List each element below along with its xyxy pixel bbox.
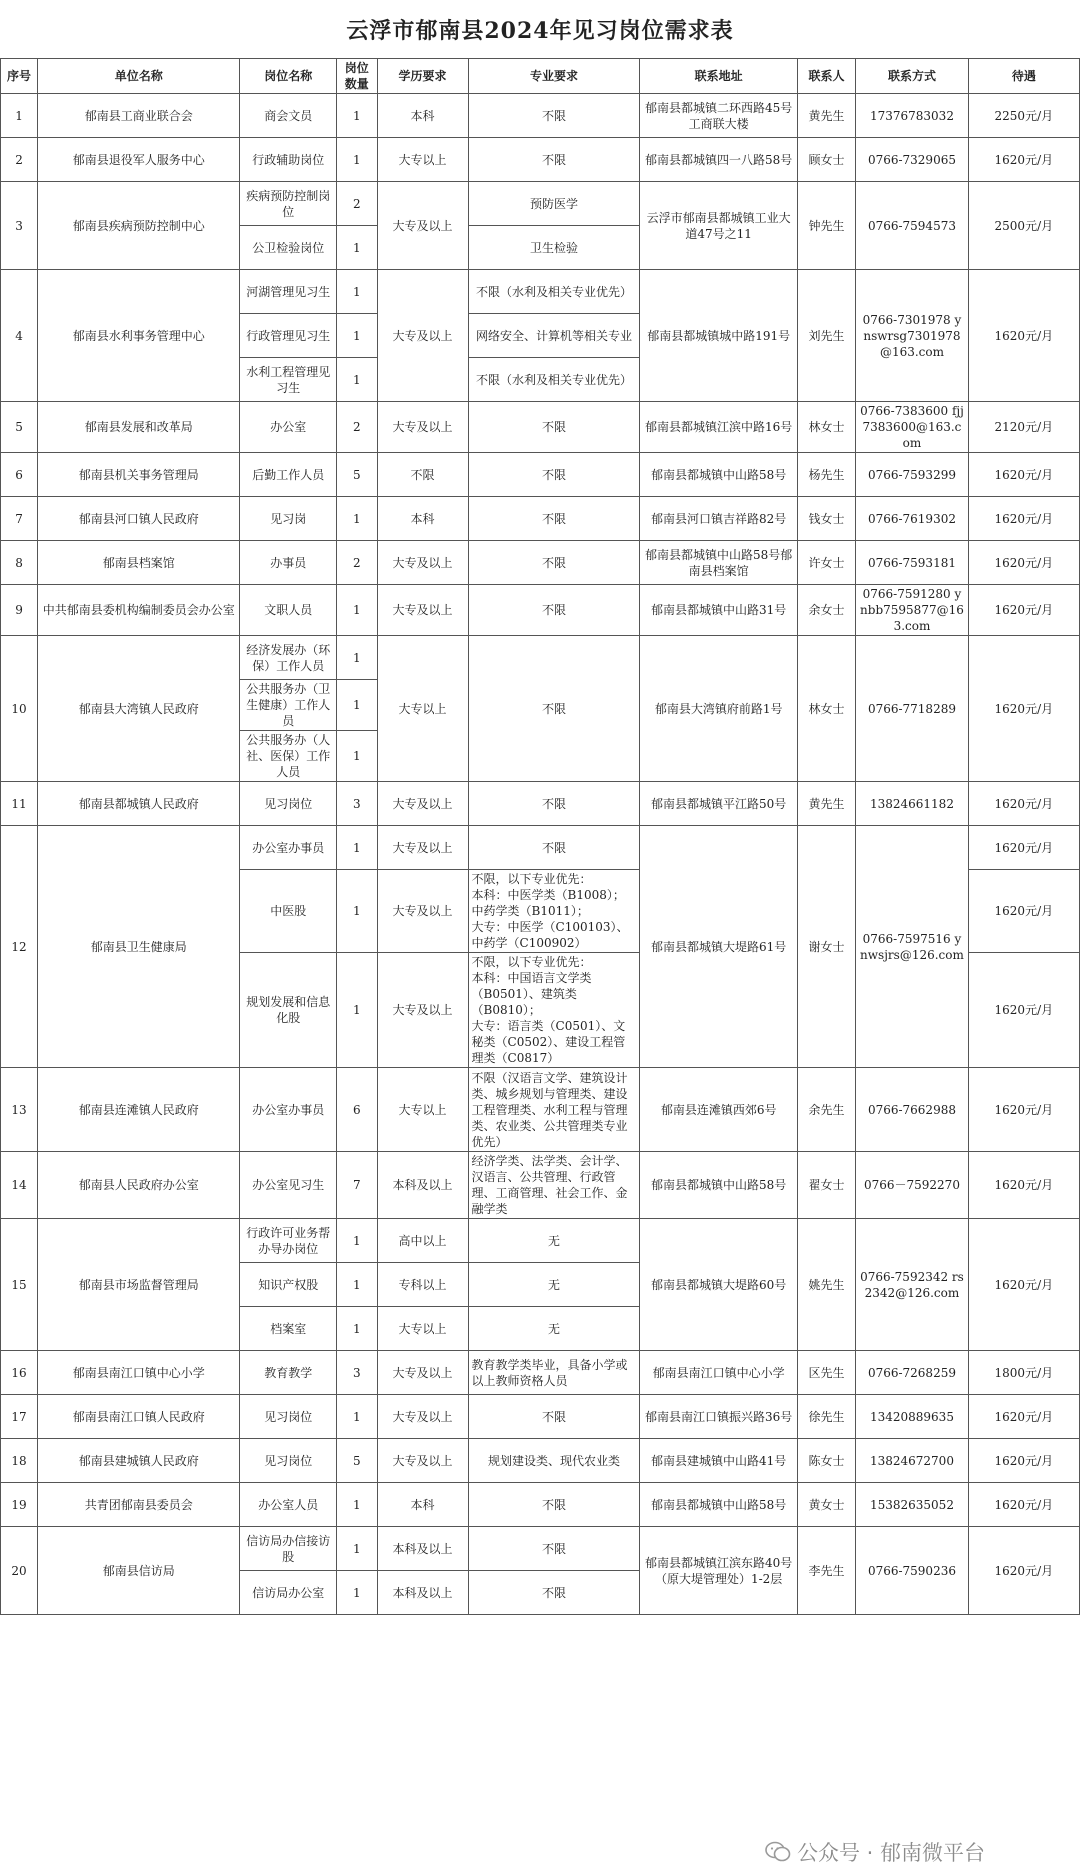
major-requirement: 不限 [468, 1483, 640, 1527]
salary: 1620元/月 [968, 782, 1079, 826]
edu-requirement: 本科 [377, 497, 468, 541]
row-number: 2 [1, 138, 38, 182]
row-number: 20 [1, 1527, 38, 1615]
unit-name: 郁南县信访局 [38, 1527, 240, 1615]
edu-requirement: 大专以上 [377, 1307, 468, 1351]
major-requirement: 不限 [468, 1571, 640, 1615]
salary: 1620元/月 [968, 497, 1079, 541]
contact-address: 郁南县都城镇二环西路45号工商联大楼 [640, 94, 797, 138]
contact-info: 0766－7592270 [856, 1152, 968, 1219]
table-row [1, 402, 1080, 453]
post-count: 6 [337, 1068, 377, 1152]
major-requirement: 不限（水利及相关专业优先） [468, 358, 640, 402]
edu-requirement: 本科及以上 [377, 1571, 468, 1615]
contact-address: 云浮市郁南县都城镇工业大道47号之11 [640, 182, 797, 270]
post-name: 见习岗位 [240, 1395, 337, 1439]
contact-person: 黄女士 [797, 1483, 855, 1527]
post-count: 5 [337, 1439, 377, 1483]
unit-name: 郁南县河口镇人民政府 [38, 497, 240, 541]
edu-requirement: 大专及以上 [377, 953, 468, 1068]
post-name: 知识产权股 [240, 1263, 337, 1307]
post-name: 中医股 [240, 870, 337, 953]
edu-requirement: 大专以上 [377, 1068, 468, 1152]
edu-requirement: 本科 [377, 94, 468, 138]
row-number: 19 [1, 1483, 38, 1527]
table-row [1, 1068, 1080, 1152]
salary: 2250元/月 [968, 94, 1079, 138]
major-requirement: 不限，以下专业优先： 本科：中国语言文学类 （B0501）、建筑类 （B0810）； 大专：语言类（C0501）、文 秘类（C0502）、建设工程管 理类（C0817） [468, 953, 640, 1068]
row-number: 12 [1, 826, 38, 1068]
contact-person: 黄先生 [797, 94, 855, 138]
edu-requirement: 大专及以上 [377, 870, 468, 953]
salary: 1620元/月 [968, 585, 1079, 636]
post-name: 疾病预防控制岗位 [240, 182, 337, 226]
header-major: 专业要求 [468, 59, 640, 94]
header-no: 序号 [1, 59, 38, 94]
salary: 1620元/月 [968, 1483, 1079, 1527]
edu-requirement: 大专及以上 [377, 585, 468, 636]
salary: 1620元/月 [968, 636, 1079, 782]
contact-info: 0766-7594573 [856, 182, 968, 270]
post-count: 1 [337, 731, 377, 782]
edu-requirement: 大专及以上 [377, 782, 468, 826]
post-count: 1 [337, 1571, 377, 1615]
major-requirement: 不限 [468, 497, 640, 541]
salary: 1620元/月 [968, 1395, 1079, 1439]
table-row [1, 497, 1080, 541]
major-requirement: 网络安全、计算机等相关专业 [468, 314, 640, 358]
post-name: 文职人员 [240, 585, 337, 636]
contact-info: 15382635052 [856, 1483, 968, 1527]
contact-info: 0766-7592342 rs2342@126.com [856, 1219, 968, 1351]
contact-info: 0766-7268259 [856, 1351, 968, 1395]
contact-address: 郁南县都城镇中山路58号 [640, 1152, 797, 1219]
salary: 1620元/月 [968, 541, 1079, 585]
contact-info: 0766-7619302 [856, 497, 968, 541]
major-requirement: 卫生检验 [468, 226, 640, 270]
edu-requirement: 不限 [377, 453, 468, 497]
salary: 1620元/月 [968, 870, 1079, 953]
post-count: 1 [337, 826, 377, 870]
contact-person: 谢女士 [797, 826, 855, 1068]
contact-info: 0766-7593299 [856, 453, 968, 497]
edu-requirement: 大专及以上 [377, 1439, 468, 1483]
post-name: 经济发展办（环保）工作人员 [240, 636, 337, 680]
unit-name: 中共郁南县委机构编制委员会办公室 [38, 585, 240, 636]
edu-requirement: 大专及以上 [377, 1395, 468, 1439]
contact-address: 郁南县南江口镇振兴路36号 [640, 1395, 797, 1439]
post-name: 见习岗位 [240, 782, 337, 826]
row-number: 18 [1, 1439, 38, 1483]
unit-name: 郁南县大湾镇人民政府 [38, 636, 240, 782]
salary: 1620元/月 [968, 1527, 1079, 1615]
post-count: 5 [337, 453, 377, 497]
contact-address: 郁南县都城镇大堤路61号 [640, 826, 797, 1068]
post-count: 1 [337, 314, 377, 358]
header-count: 岗位数量 [337, 59, 377, 94]
table-row [1, 1527, 1080, 1571]
row-number: 9 [1, 585, 38, 636]
unit-name: 郁南县南江口镇中心小学 [38, 1351, 240, 1395]
major-requirement: 不限 [468, 826, 640, 870]
contact-person: 翟女士 [797, 1152, 855, 1219]
post-count: 3 [337, 782, 377, 826]
contact-person: 顾女士 [797, 138, 855, 182]
unit-name: 郁南县水利事务管理中心 [38, 270, 240, 402]
post-count: 1 [337, 636, 377, 680]
unit-name: 郁南县南江口镇人民政府 [38, 1395, 240, 1439]
row-number: 6 [1, 453, 38, 497]
salary: 1620元/月 [968, 1152, 1079, 1219]
contact-address: 郁南县都城镇大堤路60号 [640, 1219, 797, 1351]
contact-person: 黄先生 [797, 782, 855, 826]
post-name: 行政辅助岗位 [240, 138, 337, 182]
post-name: 档案室 [240, 1307, 337, 1351]
header-addr: 联系地址 [640, 59, 797, 94]
row-number: 17 [1, 1395, 38, 1439]
contact-address: 郁南县都城镇中山路58号 [640, 453, 797, 497]
post-count: 1 [337, 953, 377, 1068]
contact-info: 0766-7591280 ynbb7595877@163.com [856, 585, 968, 636]
major-requirement: 不限 [468, 782, 640, 826]
post-count: 3 [337, 1351, 377, 1395]
contact-info: 0766-7383600 fjj7383600@163.com [856, 402, 968, 453]
unit-name: 郁南县发展和改革局 [38, 402, 240, 453]
major-requirement: 不限 [468, 541, 640, 585]
post-count: 1 [337, 870, 377, 953]
unit-name: 共青团郁南县委员会 [38, 1483, 240, 1527]
header-post: 岗位名称 [240, 59, 337, 94]
unit-name: 郁南县退役军人服务中心 [38, 138, 240, 182]
unit-name: 郁南县连滩镇人民政府 [38, 1068, 240, 1152]
edu-requirement: 高中以上 [377, 1219, 468, 1263]
contact-info: 0766-7301978 ynswrsg7301978@163.com [856, 270, 968, 402]
salary: 1620元/月 [968, 1439, 1079, 1483]
post-name: 办公室人员 [240, 1483, 337, 1527]
contact-info: 0766-7593181 [856, 541, 968, 585]
contact-address: 郁南县都城镇城中路191号 [640, 270, 797, 402]
contact-info: 13824672700 [856, 1439, 968, 1483]
edu-requirement: 大专及以上 [377, 182, 468, 270]
watermark-text: 公众号 · 郁南微平台 [797, 1841, 986, 1865]
contact-address: 郁南县大湾镇府前路1号 [640, 636, 797, 782]
table-row [1, 1395, 1080, 1439]
row-number: 10 [1, 636, 38, 782]
table-row [1, 585, 1080, 636]
salary: 1620元/月 [968, 953, 1079, 1068]
contact-address: 郁南县都城镇四一八路58号 [640, 138, 797, 182]
contact-person: 姚先生 [797, 1219, 855, 1351]
edu-requirement: 大专及以上 [377, 402, 468, 453]
post-count: 1 [337, 270, 377, 314]
post-name: 办公室办事员 [240, 826, 337, 870]
post-name: 办事员 [240, 541, 337, 585]
contact-info: 0766-7662988 [856, 1068, 968, 1152]
post-count: 1 [337, 1395, 377, 1439]
contact-person: 林女士 [797, 402, 855, 453]
wechat-icon [765, 1841, 791, 1863]
post-name: 河湖管理见习生 [240, 270, 337, 314]
contact-info: 13420889635 [856, 1395, 968, 1439]
edu-requirement: 大专及以上 [377, 826, 468, 870]
post-name: 行政许可业务帮办导办岗位 [240, 1219, 337, 1263]
post-count: 2 [337, 182, 377, 226]
unit-name: 郁南县工商业联合会 [38, 94, 240, 138]
post-name: 公卫检验岗位 [240, 226, 337, 270]
unit-name: 郁南县卫生健康局 [38, 826, 240, 1068]
table-row [1, 94, 1080, 138]
edu-requirement: 大专及以上 [377, 541, 468, 585]
row-number: 14 [1, 1152, 38, 1219]
contact-person: 陈女士 [797, 1439, 855, 1483]
contact-address: 郁南县建城镇中山路41号 [640, 1439, 797, 1483]
major-requirement: 无 [468, 1219, 640, 1263]
header-person: 联系人 [797, 59, 855, 94]
post-name: 信访局办信接访股 [240, 1527, 337, 1571]
post-name: 行政管理见习生 [240, 314, 337, 358]
major-requirement: 不限（水利及相关专业优先） [468, 270, 640, 314]
contact-info: 0766-7718289 [856, 636, 968, 782]
header-edu: 学历要求 [377, 59, 468, 94]
contact-person: 杨先生 [797, 453, 855, 497]
table-row [1, 541, 1080, 585]
table-row [1, 270, 1080, 314]
major-requirement: 不限 [468, 585, 640, 636]
row-number: 4 [1, 270, 38, 402]
edu-requirement: 专科以上 [377, 1263, 468, 1307]
major-requirement: 预防医学 [468, 182, 640, 226]
post-name: 公共服务办（卫生健康）工作人员 [240, 680, 337, 731]
table-header-row [1, 59, 1080, 94]
row-number: 11 [1, 782, 38, 826]
post-name: 商会文员 [240, 94, 337, 138]
contact-person: 许女士 [797, 541, 855, 585]
contact-info: 0766-7590236 [856, 1527, 968, 1615]
contact-person: 李先生 [797, 1527, 855, 1615]
major-requirement: 不限，以下专业优先： 本科：中医学类（B1008）； 中药学类（B1011）； 大专：中医学（C100103）、 中药学（C100902） [468, 870, 640, 953]
salary: 1620元/月 [968, 138, 1079, 182]
post-name: 信访局办公室 [240, 1571, 337, 1615]
unit-name: 郁南县疾病预防控制中心 [38, 182, 240, 270]
table-row [1, 1439, 1080, 1483]
major-requirement: 不限 [468, 636, 640, 782]
major-requirement: 规划建设类、现代农业类 [468, 1439, 640, 1483]
unit-name: 郁南县人民政府办公室 [38, 1152, 240, 1219]
post-count: 1 [337, 138, 377, 182]
salary: 1620元/月 [968, 453, 1079, 497]
table-row [1, 182, 1080, 226]
post-name: 公共服务办（人社、医保）工作人员 [240, 731, 337, 782]
table-row [1, 826, 1080, 870]
table-row [1, 1483, 1080, 1527]
post-count: 1 [337, 1307, 377, 1351]
contact-address: 郁南县连滩镇西郊6号 [640, 1068, 797, 1152]
contact-person: 区先生 [797, 1351, 855, 1395]
contact-address: 郁南县南江口镇中心小学 [640, 1351, 797, 1395]
header-contact: 联系方式 [856, 59, 968, 94]
post-name: 见习岗位 [240, 1439, 337, 1483]
salary: 1620元/月 [968, 826, 1079, 870]
contact-address: 郁南县都城镇中山路58号郁南县档案馆 [640, 541, 797, 585]
unit-name: 郁南县建城镇人民政府 [38, 1439, 240, 1483]
watermark [765, 1838, 1065, 1866]
contact-address: 郁南县都城镇江滨东路40号（原大堤管理处）1-2层 [640, 1527, 797, 1615]
contact-person: 余女士 [797, 585, 855, 636]
table-row [1, 138, 1080, 182]
contact-person: 刘先生 [797, 270, 855, 402]
post-count: 1 [337, 226, 377, 270]
post-name: 规划发展和信息化股 [240, 953, 337, 1068]
contact-person: 林女士 [797, 636, 855, 782]
post-count: 1 [337, 497, 377, 541]
post-name: 办公室见习生 [240, 1152, 337, 1219]
contact-person: 余先生 [797, 1068, 855, 1152]
salary: 1620元/月 [968, 1068, 1079, 1152]
contact-person: 钟先生 [797, 182, 855, 270]
edu-requirement: 本科及以上 [377, 1152, 468, 1219]
contact-address: 郁南县都城镇江滨中路16号 [640, 402, 797, 453]
post-count: 1 [337, 1483, 377, 1527]
salary: 1800元/月 [968, 1351, 1079, 1395]
salary: 2120元/月 [968, 402, 1079, 453]
post-name: 教育教学 [240, 1351, 337, 1395]
edu-requirement: 大专及以上 [377, 270, 468, 402]
contact-address: 郁南县都城镇中山路31号 [640, 585, 797, 636]
page-title: 云浮市郁南县2024年见习岗位需求表 [346, 17, 734, 44]
row-number: 15 [1, 1219, 38, 1351]
contact-address: 郁南县都城镇中山路58号 [640, 1483, 797, 1527]
row-number: 5 [1, 402, 38, 453]
post-count: 1 [337, 358, 377, 402]
table-row [1, 453, 1080, 497]
table-row [1, 1152, 1080, 1219]
row-number: 7 [1, 497, 38, 541]
major-requirement: 无 [468, 1263, 640, 1307]
job-table [0, 58, 1080, 1615]
post-count: 2 [337, 402, 377, 453]
post-count: 1 [337, 1219, 377, 1263]
row-number: 13 [1, 1068, 38, 1152]
contact-person: 钱女士 [797, 497, 855, 541]
contact-address: 郁南县河口镇吉祥路82号 [640, 497, 797, 541]
salary: 1620元/月 [968, 1219, 1079, 1351]
edu-requirement: 大专以上 [377, 138, 468, 182]
contact-info: 17376783032 [856, 94, 968, 138]
major-requirement: 不限 [468, 453, 640, 497]
post-name: 后勤工作人员 [240, 453, 337, 497]
row-number: 16 [1, 1351, 38, 1395]
salary: 1620元/月 [968, 270, 1079, 402]
post-name: 水利工程管理见习生 [240, 358, 337, 402]
edu-requirement: 本科及以上 [377, 1527, 468, 1571]
table-row [1, 1219, 1080, 1263]
edu-requirement: 大专以上 [377, 636, 468, 782]
post-count: 1 [337, 1263, 377, 1307]
major-requirement: 经济学类、法学类、会计学、汉语言、公共管理、行政管理、工商管理、社会工作、金融学类 [468, 1152, 640, 1219]
unit-name: 郁南县市场监督管理局 [38, 1219, 240, 1351]
post-count: 1 [337, 1527, 377, 1571]
table-row [1, 636, 1080, 680]
header-unit: 单位名称 [38, 59, 240, 94]
major-requirement: 不限 [468, 138, 640, 182]
unit-name: 郁南县都城镇人民政府 [38, 782, 240, 826]
major-requirement: 不限 [468, 1527, 640, 1571]
post-count: 7 [337, 1152, 377, 1219]
unit-name: 郁南县档案馆 [38, 541, 240, 585]
contact-person: 徐先生 [797, 1395, 855, 1439]
edu-requirement: 本科 [377, 1483, 468, 1527]
major-requirement: 不限（汉语言文学、建筑设计类、城乡规划与管理类、建设工程管理类、水利工程与管理类、农业类、公共管理类专业优先） [468, 1068, 640, 1152]
table-row [1, 1351, 1080, 1395]
table-row [1, 782, 1080, 826]
post-count: 1 [337, 94, 377, 138]
post-count: 1 [337, 585, 377, 636]
major-requirement: 不限 [468, 1395, 640, 1439]
major-requirement: 不限 [468, 94, 640, 138]
major-requirement: 教育教学类毕业，具备小学或以上教师资格人员 [468, 1351, 640, 1395]
major-requirement: 不限 [468, 402, 640, 453]
post-count: 1 [337, 680, 377, 731]
header-pay: 待遇 [968, 59, 1079, 94]
major-requirement: 无 [468, 1307, 640, 1351]
row-number: 3 [1, 182, 38, 270]
row-number: 1 [1, 94, 38, 138]
edu-requirement: 大专及以上 [377, 1351, 468, 1395]
contact-info: 13824661182 [856, 782, 968, 826]
unit-name: 郁南县机关事务管理局 [38, 453, 240, 497]
post-name: 办公室办事员 [240, 1068, 337, 1152]
salary: 2500元/月 [968, 182, 1079, 270]
contact-info: 0766-7597516 ynwsjrs@126.com [856, 826, 968, 1068]
post-count: 2 [337, 541, 377, 585]
contact-info: 0766-7329065 [856, 138, 968, 182]
post-name: 见习岗 [240, 497, 337, 541]
post-name: 办公室 [240, 402, 337, 453]
contact-address: 郁南县都城镇平江路50号 [640, 782, 797, 826]
row-number: 8 [1, 541, 38, 585]
